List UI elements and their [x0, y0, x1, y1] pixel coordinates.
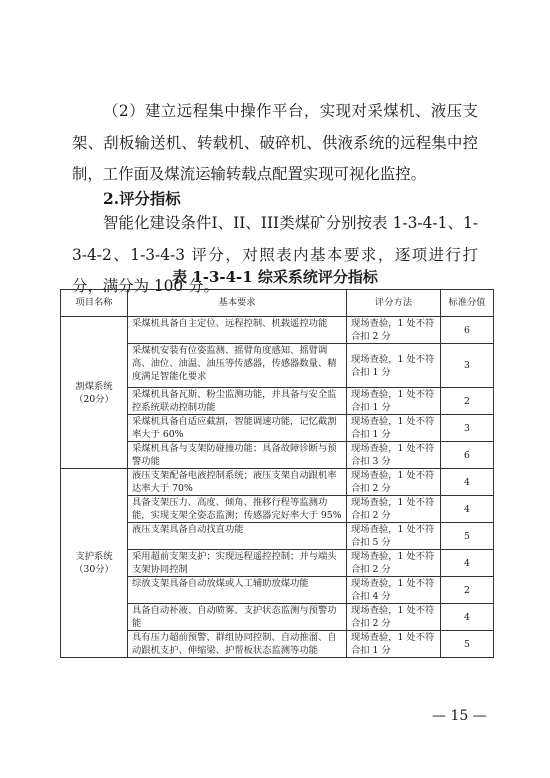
requirement-cell: 液压支架具备自动找直功能	[128, 523, 347, 550]
method-cell: 现场查验，1 处不符合扣 3 分	[347, 442, 441, 469]
method-cell: 现场查验，1 处不符合扣 1 分	[347, 631, 441, 658]
score-cell: 3	[441, 415, 494, 442]
category-cell: 割煤系统（20分）	[61, 317, 128, 469]
score-cell: 5	[441, 523, 494, 550]
score-cell: 5	[441, 631, 494, 658]
requirement-cell: 具备支架压力、高度、倾角、推移行程等监测功能，实现支架全姿态监测；传感器完好率大于 95%	[128, 496, 347, 523]
method-cell: 现场查验，1 处不符合扣 1 分	[347, 415, 441, 442]
score-cell: 4	[441, 469, 494, 496]
table-row	[61, 317, 494, 344]
category-cell: 支护系统（30分）	[61, 469, 128, 658]
method-cell: 现场查验，1 处不符合扣 2 分	[347, 317, 441, 344]
method-cell: 现场查验，1 处不符合扣 5 分	[347, 523, 441, 550]
table-header-row	[61, 290, 494, 317]
method-cell: 现场查验，1 处不符合扣 2 分	[347, 496, 441, 523]
score-cell: 4	[441, 604, 494, 631]
requirement-cell: 采煤机具备自主定位、远程控制、机载遥控功能	[128, 317, 347, 344]
requirement-cell: 具备自动补液、自动喷雾、支护状态监测与预警功能	[128, 604, 347, 631]
score-cell: 2	[441, 388, 494, 415]
score-cell: 4	[441, 550, 494, 577]
score-cell: 6	[441, 317, 494, 344]
section-heading: 2.评分指标	[103, 190, 181, 208]
score-cell: 4	[441, 496, 494, 523]
requirement-cell: 具有压力超前预警、群组协同控制、自动推溜、自动跟机支护、伸缩梁、护帮板状态监测等功能	[128, 631, 347, 658]
method-cell: 现场查验，1 处不符合扣 2 分	[347, 604, 441, 631]
header-standard-score: 标准分值	[441, 290, 494, 317]
score-cell: 6	[441, 442, 494, 469]
requirement-cell: 液压支架配备电液控制系统；液压支架自动跟机率达率大于 70%	[128, 469, 347, 496]
table-title: 表 1-3-4-1 综采系统评分指标	[172, 268, 378, 286]
requirement-cell: 采用超前支架支护；实现远程遥控控制；并与端头支架协同控制	[128, 550, 347, 577]
scoring-table	[60, 289, 494, 658]
table-row	[61, 469, 494, 496]
method-cell: 现场查验，1 处不符合扣 1 分	[347, 344, 441, 388]
method-cell: 现场查验，1 处不符合扣 1 分	[347, 388, 441, 415]
score-cell: 2	[441, 577, 494, 604]
header-scoring-method: 评分方法	[347, 290, 441, 317]
table-body	[61, 317, 494, 658]
header-basic-requirement: 基本要求	[128, 290, 347, 317]
method-cell: 现场查验，1 处不符合扣 2 分	[347, 550, 441, 577]
requirement-cell: 采煤机具备与支架防碰撞功能；具备故障诊断与预警功能	[128, 442, 347, 469]
paragraph-scoring: 智能化建设条件I、II、III类煤矿分别按表 1-3-4-1、1-3-4-2、1-3-4-3 评分，对照表内基本要求，逐项进行打分，满分为 100 分。	[72, 214, 478, 295]
requirement-cell: 采煤机具备瓦斯、粉尘监测功能，并具备与安全监控系统联动控制功能	[128, 388, 347, 415]
paragraph-remote-control: （2）建立远程集中操作平台，实现对采煤机、液压支架、刮板输送机、转载机、破碎机、供液系统的远程集中控制，工作面及煤流运输转载点配置实现可视化监控。	[72, 102, 478, 183]
header-item-name: 项目名称	[61, 290, 128, 317]
requirement-cell: 采煤机具备自适应截割，智能调速功能，记忆截割率大于 60%	[128, 415, 347, 442]
score-cell: 3	[441, 344, 494, 388]
method-cell: 现场查验，1 处不符合扣 4 分	[347, 577, 441, 604]
method-cell: 现场查验，1 处不符合扣 2 分	[347, 469, 441, 496]
page-number: — 15 —	[432, 708, 487, 724]
requirement-cell: 采煤机安装有位姿监测、摇臂角度感知、摇臂调高、油位、油温、油压等传感器，传感器数量、精度满足智能化要求	[128, 344, 347, 388]
requirement-cell: 综放支架具备自动放煤或人工辅助放煤功能	[128, 577, 347, 604]
